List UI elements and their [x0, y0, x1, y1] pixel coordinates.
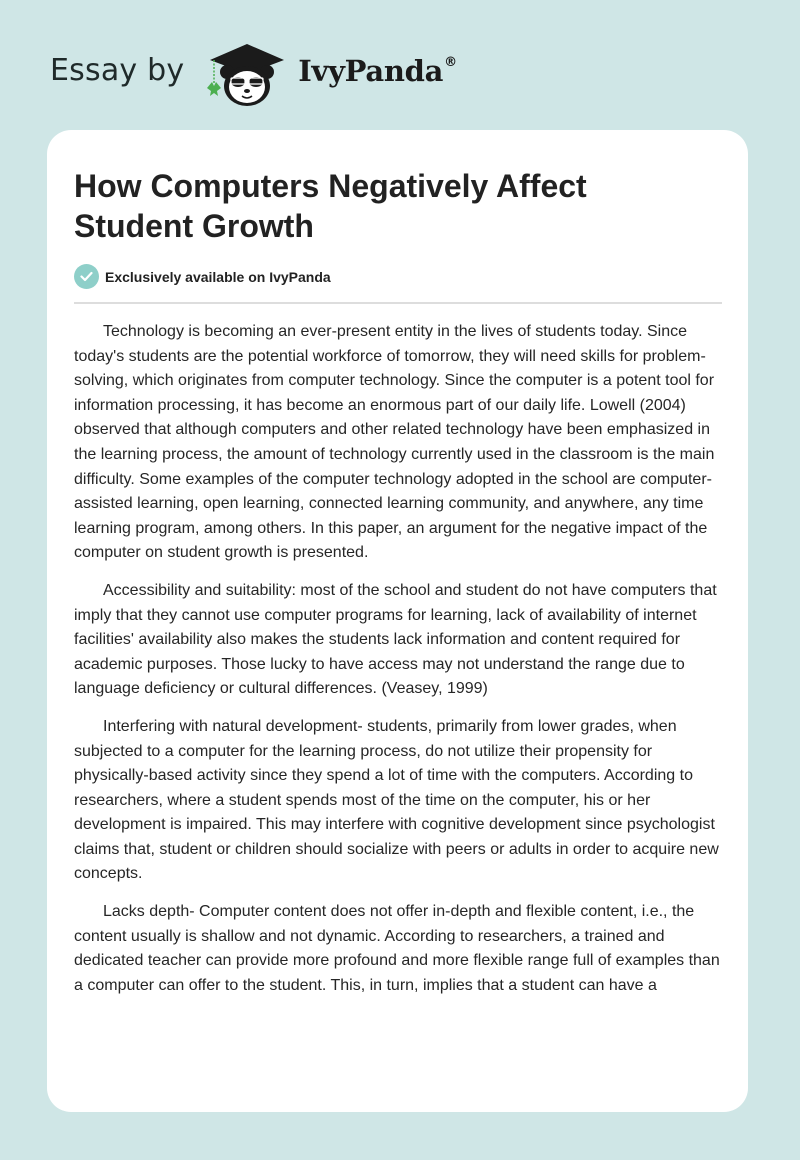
- paragraph: Technology is becoming an ever-present entity in the lives of students today. Since today's students are the potential workforce of tomorrow, they will need skills for problem-solving, which originates from computer technology. Since the computer is a potent tool for information processing, it has become an enormous part of our daily life. Lowell (2004) observed that although computers and other related technology have been emphasized in the learning process, the amount of technology currently used in the classroom is the main difficulty. Some examples of the computer technology adopted in the school are computer-assisted learning, open learning, connected learning community, and anywhere, any time learning program, among others. In this paper, an argument for the negative impact of the computer on student growth is presented.: [74, 323, 715, 562]
- essay-title: How Computers Negatively Affect Student Growth: [74, 168, 587, 244]
- check-circle-icon: [74, 264, 99, 289]
- site-header: [50, 36, 457, 108]
- brand-name[interactable]: [298, 54, 457, 88]
- essay-card: [47, 130, 748, 1112]
- essay-by-label: Essay by: [50, 52, 185, 88]
- brand-name-text: IvyPanda: [298, 54, 444, 88]
- divider: [74, 302, 722, 304]
- exclusive-text: Exclusively available on IvyPanda: [105, 268, 331, 285]
- paragraph: Lacks depth- Computer content does not offer in-depth and flexible content, i.e., the content usually is shallow and not dynamic. According to researchers, a trained and dedicated teacher can provide more profound and more flexible range full of examples than a computer can offer to the student. This, in turn, implies that a student can have a: [74, 903, 720, 994]
- exclusive-badge: [74, 264, 331, 289]
- panda-graduate-logo-icon[interactable]: [202, 36, 292, 108]
- essay-body: [74, 320, 726, 1011]
- registered-mark: ®: [444, 55, 457, 71]
- paragraph: Interfering with natural development- students, primarily from lower grades, when subjected to a computer for the learning process, do not utilize their propensity for physically-based activity since they spend a lot of time with the computers. According to researchers, where a student spends most of the time on the computer, his or her development is impaired. This may interfere with cognitive development since psychologist claims that, student or children should socialize with peers or adults in order to acquire new concepts.: [74, 717, 719, 883]
- paragraph: Accessibility and suitability: most of the school and student do not have computers that imply that they cannot use computer programs for learning, lack of availability of internet facilities' availability also makes the students lack information and content required for academic purposes. Those lucky to have access may not understand the range due to language deficiency or cultural differences. (Veasey, 1999): [74, 581, 717, 698]
